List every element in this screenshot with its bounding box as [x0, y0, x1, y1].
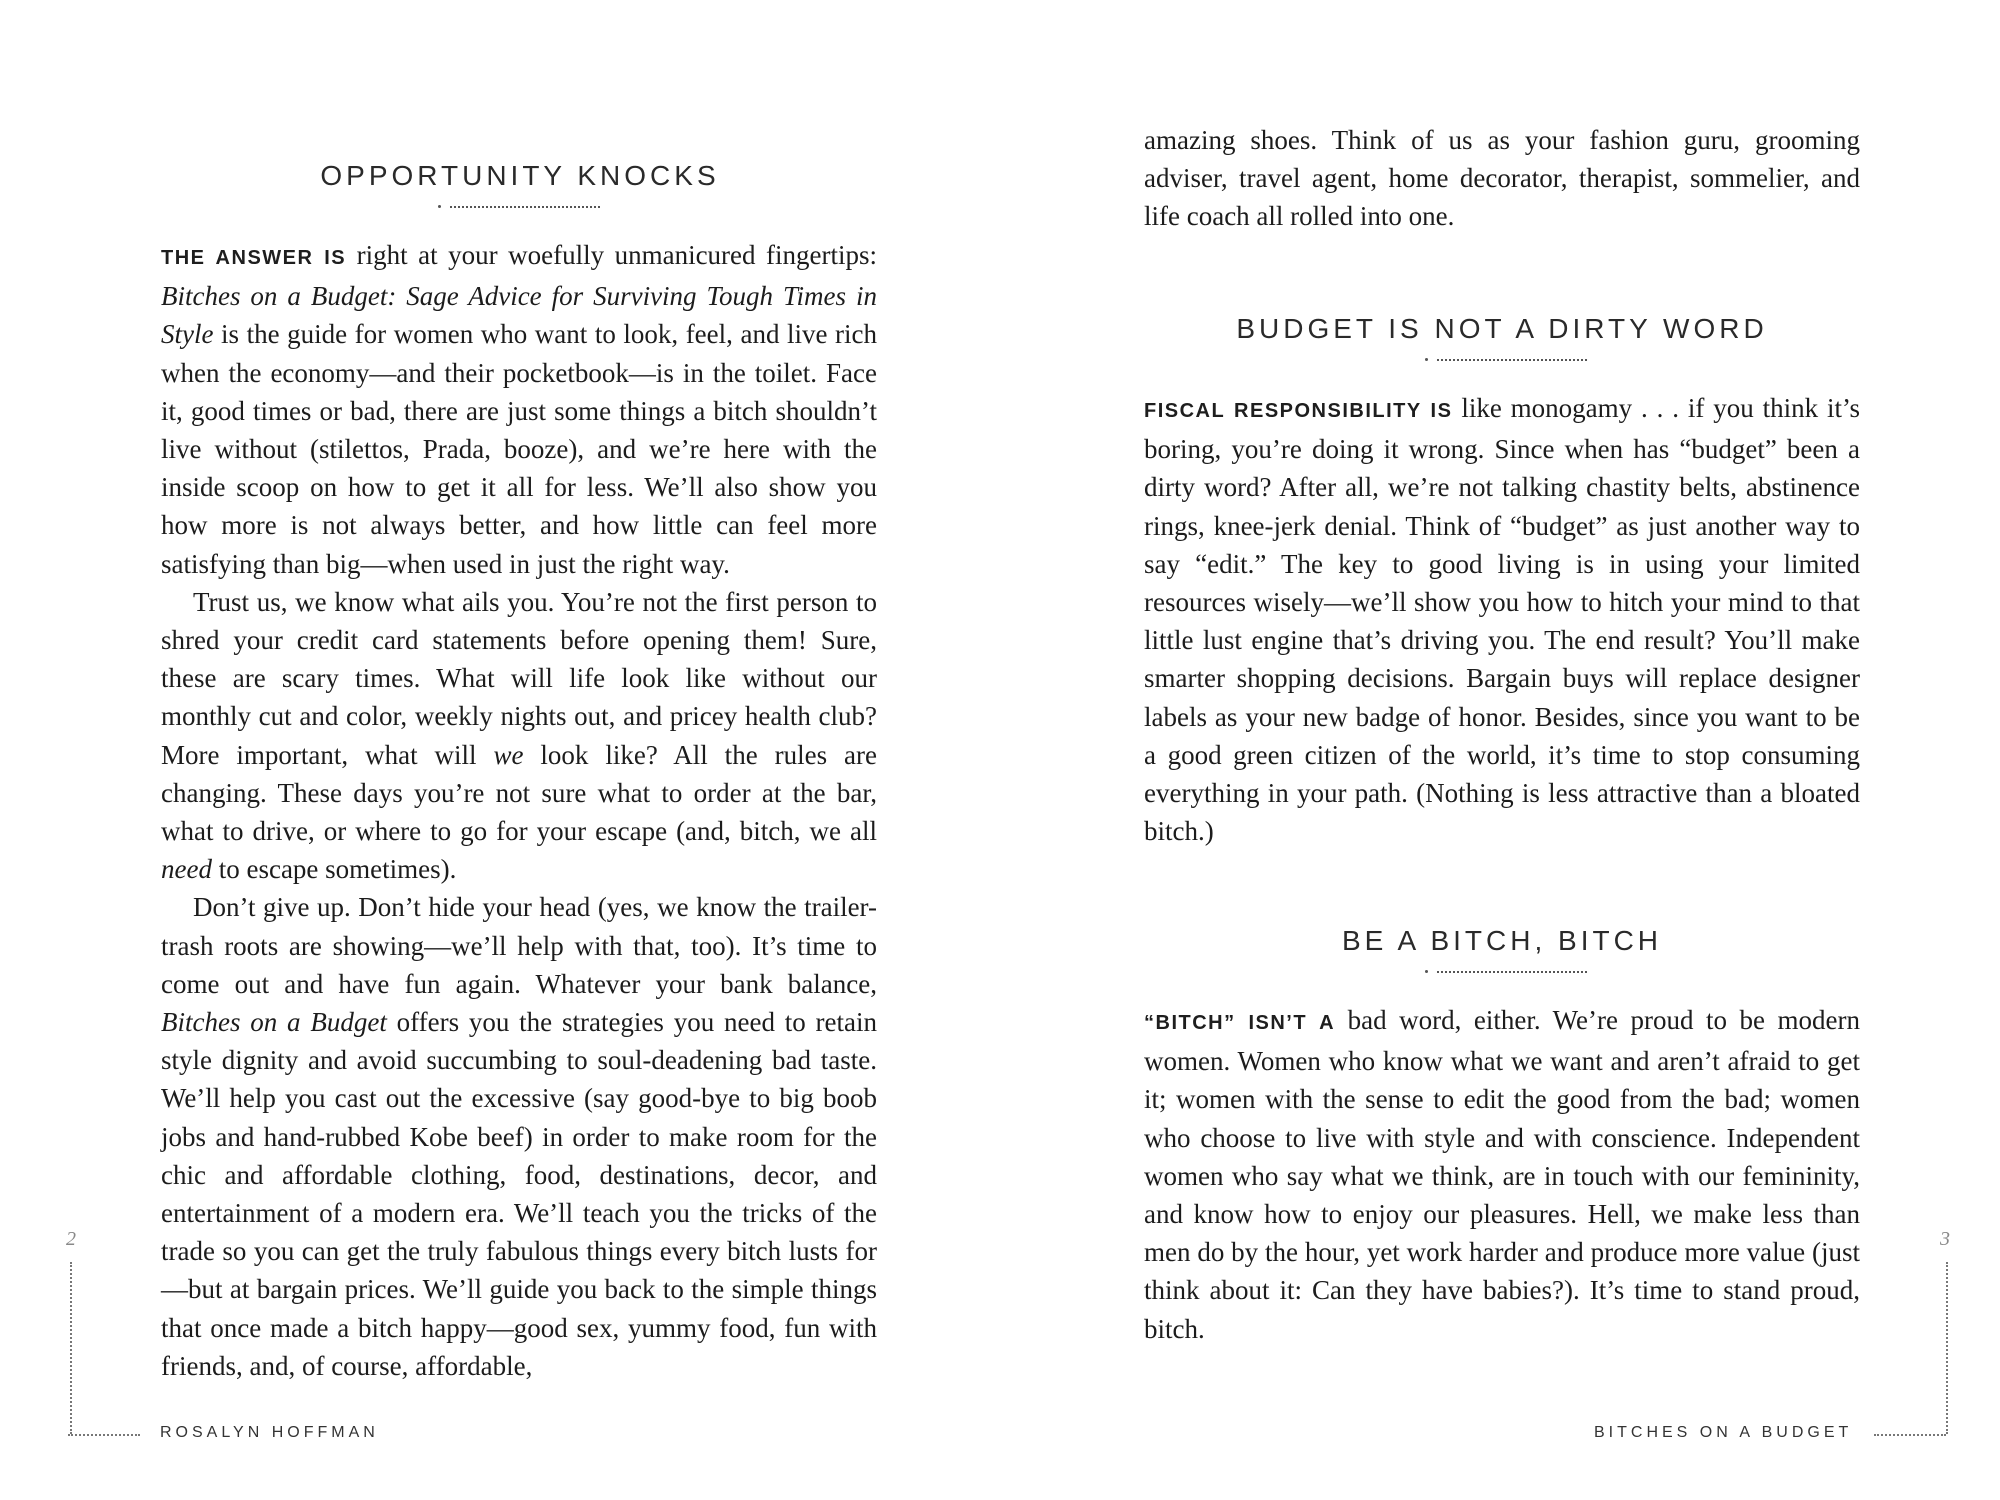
section-heading-be-a-bitch: BE A BITCH, BITCH — [1341, 925, 1663, 956]
paragraph-text: offers you the strategies you need to retain style dignity and avoid succumbing to soul-deadening bad taste. We’ll help you cast out the excessive (say good-bye to big boob jobs and hand-rubbed Kobe beef) in order to make room for the chic and affordable clothing, food, destinations, decor, and entertainment of a modern era. We’ll teach you the tricks of the trade so you can get the truly fabulous things every bitch lusts for—but at bargain prices. We’ll guide you back to the simple things that once made a bitch happy—good sex, yummy food, fun with friends, and, of course, affordable, — [161, 1007, 878, 1381]
paragraph-lead: “BITCH” ISN’T A — [1144, 1012, 1336, 1034]
page-number-left: 2 — [66, 1228, 76, 1250]
footer-dotted-line-right — [1874, 1434, 1946, 1436]
heading-dotted-rule — [450, 206, 600, 208]
paragraph-text: look like? All the rules are changing. These days you’re not sure what to order at the bar, what to drive, or where to go for your escape (and, bitch, we all — [161, 739, 877, 847]
heading-dotted-rule — [1437, 971, 1587, 973]
paragraph-3 — [161, 888, 877, 1385]
margin-dotted-line-left — [70, 1262, 72, 1434]
paragraph-budget — [1144, 389, 1860, 850]
italic-word: we — [493, 739, 524, 770]
paragraph-text: to escape sometimes). — [218, 854, 457, 885]
paragraph-text: Don’t give up. Don’t hide your head (yes, we know the trailer-trash roots are showing—we’ll help with that, too). It’s time to come out and have fun again. Whatever your bank balance, — [161, 892, 877, 999]
book-title-italic: Bitches on a Budget: Sage Advice for Surviving Tough Times in Style — [161, 281, 877, 350]
right-page — [1000, 0, 2000, 1500]
section-heading-budget: BUDGET IS NOT A DIRTY WORD — [1236, 313, 1768, 344]
paragraph-text: right at your woefully unmanicured fingertips: — [356, 240, 878, 270]
book-title-italic: Bitches on a Budget — [161, 1007, 387, 1038]
paragraph-1 — [161, 236, 877, 583]
running-head-author: ROSALYN HOFFMAN — [160, 1424, 379, 1441]
footer-dotted-line-left — [68, 1434, 140, 1436]
margin-dotted-line-right — [1946, 1262, 1948, 1434]
paragraph-bitch — [1144, 1001, 1860, 1348]
page-number-right: 3 — [1940, 1228, 1950, 1250]
heading-dotted-rule — [1437, 359, 1587, 361]
right-section3-text — [1144, 1001, 1860, 1348]
running-head-title: BITCHES ON A BUDGET — [1594, 1424, 1853, 1441]
section-heading-opportunity-knocks: OPPORTUNITY KNOCKS — [320, 160, 720, 191]
left-body-text — [161, 236, 877, 1385]
paragraph-2 — [161, 583, 877, 889]
paragraph-lead: THE ANSWER IS — [161, 247, 347, 269]
right-continuation-text — [1144, 121, 1860, 236]
right-section2-text — [1144, 389, 1860, 850]
paragraph-text: is the guide for women who want to look, feel, and live rich when the economy—and their pocketbook—is in the toilet. Face it, good times or bad, there are just some things a bitch shouldn’t live without (stilettos, Prada, booze), and we’re here with the inside scoop on how to get it all for less. We’ll also show you how more is not always better, and how little can feel more satisfying than big—when used in just the right way. — [161, 319, 878, 579]
continuation-paragraph: amazing shoes. Think of us as your fashion guru, grooming adviser, travel agent, home decorator, therapist, sommelier, and life coach all rolled into one. — [1144, 125, 1860, 232]
paragraph-text: like monogamy . . . if you think it’s boring, you’re doing it wrong. Since when has “budget” been a dirty word? After all, we’re not talking chastity belts, abstinence rings, knee-jerk denial. Think of “budget” as just another way to say “edit.” The key to good living is in using your limited resources wisely—we’ll show you how to hitch your mind to that little lust engine that’s driving you. The end result? You’ll make smarter shopping decisions. Bargain buys will replace designer labels as your new badge of honor. Besides, since you want to be a good green citizen of the world, it’s time to stop consuming everything in your path. (Nothing is less attractive than a bloated bitch.) — [1144, 393, 1860, 847]
italic-word: need — [161, 854, 212, 885]
paragraph-text: Trust us, we know what ails you. You’re not the first person to shred your credit card statements before opening them! Sure, these are scary times. What will life look like without our monthly cut and color, weekly nights out, and pricey health club? More important, what will — [161, 586, 877, 770]
paragraph-text: bad word, either. We’re proud to be modern women. Women who know what we want and aren’t afraid to get it; women with the sense to edit the good from the bad; women who choose to live with style and with conscience. Independent women who say what we think, are in touch with our femininity, and know how to enjoy our pleasures. Hell, we make less than men do by the hour, yet work harder and produce more value (just think about it: Can they have babies?). It’s time to stand proud, bitch. — [1144, 1005, 1861, 1344]
paragraph-lead: FISCAL RESPONSIBILITY IS — [1144, 400, 1453, 422]
